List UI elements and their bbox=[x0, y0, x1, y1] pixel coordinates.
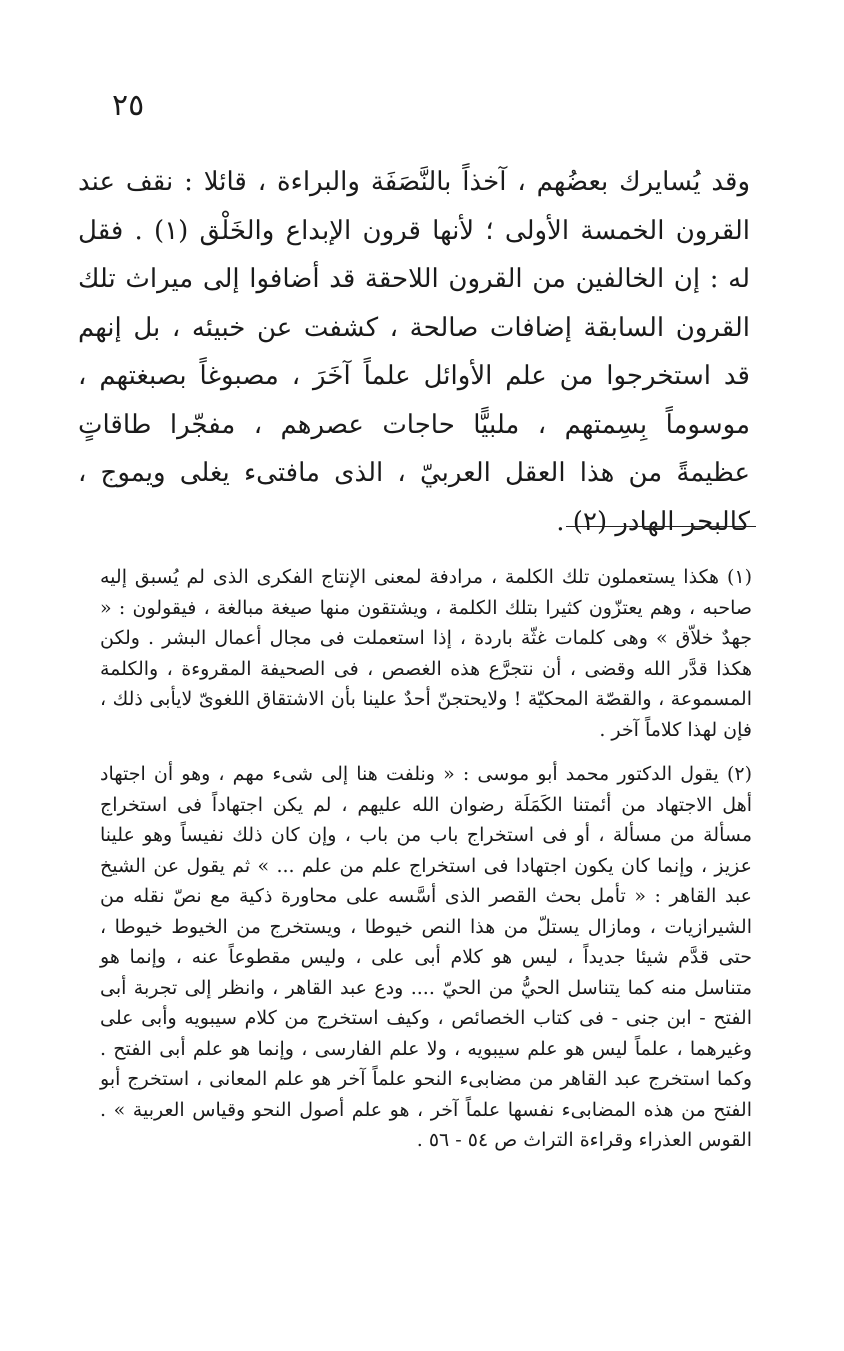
page-number: ٢٥ bbox=[112, 88, 145, 123]
main-paragraph: وقد يُسايرك بعضُهم ، آخذاً بالنَّصَفَة والبراءة ، قائلا : نقف عند القرون الخمسة الأولى ؛ لأنها قرون الإبداع والخَلْق (١) . فقل له : إن الخالفين من القرون اللاحقة قد أضافوا إلى ميراث تلك القرون السابقة إضافات صالحة ، كشفت عن خبيئه ، بل إنهم قد استخرجوا من علم الأوائل علماً آخَرَ ، مصبوغاً بصبغتهم ، موسوماً بِسِمتهم ، ملبيًّا حاجات عصرهم ، مفجّرا طاقاتٍ عظيمةً من هذا العقل العربيّ ، الذى مافتىء يغلى ويموج ، كالبحر الهادر (٢) . bbox=[78, 167, 750, 537]
main-text-block bbox=[78, 158, 750, 546]
footnote-1: (١) هكذا يستعملون تلك الكلمة ، مرادفة لمعنى الإنتاج الفكرى الذى لم يُسبق إليه صاحبه ، وهم يعتزّون كثيرا بتلك الكلمة ، ويشتقون منها صيغة مبالغة ، فيقولون : « جهدٌ خلاّق » وهى كلمات غثّة باردة ، إذا استعملت فى مجال أعمال البشر . ولكن هكذا قدَّر الله وقضى ، أن نتجرَّع هذه الغصص ، فى الصحيفة المقروءة ، والكلمة المسموعة ، والقصّة المحكيّة ! ولايحتجنّ أحدٌ علينا بأن الاشتقاق اللغوىّ لايأبى ذلك ، فإن لهذا كلاماً آخر . bbox=[100, 566, 752, 741]
footnote-2: (٢) يقول الدكتور محمد أبو موسى : « ونلفت هنا إلى شىء مهم ، وهو أن اجتهاد أهل الاجتهاد من أئمتنا الكَمَلَة رضوان الله عليهم ، لم يكن اجتهاداً فى استخراج مسألة من مسألة ، أو فى استخراج باب من باب ، وإن كان ذلك نفيساً وهو علينا عزيز ، وإنما كان يكون اجتهادا فى استخراج علم من علم ... » ثم يقول عن الشيخ عبد القاهر : « تأمل بحث القصر الذى أسَّسه على محاورة ذكية مع نصّ نقله من الشيرازيات ، ومازال يستلّ من هذا النص خيوطا ، ويستخرج من الخيوط خيوطا ، حتى قدَّم شيئا جديداً ، ليس هو كلام أبى على ، وليس مقطوعاً عنه ، وإنما هو متناسل منه كما يتناسل الحيُّ من الحيّ .... ودع عبد القاهر ، وانظر إلى تجربة أبى الفتح - ابن جنى - فى كتاب الخصائص ، وكيف استخرج من كلام سيبويه وأبى على وغيرهما ، علماً ليس هو علم سيبويه ، ولا علم الفارسى ، وإنما هو علم أبى الفتح . وكما استخرج عبد القاهر من مضابىء النحو علماً آخر هو علم المعانى ، استخرج أبو الفتح من هذه المضابىء نفسها علماً آخر ، هو علم أصول النحو وقياس العربية » . القوس العذراء وقراءة التراث ص ٥٤ - ٥٦ . bbox=[100, 763, 752, 1151]
footnote-separator bbox=[566, 526, 756, 527]
footnotes-block bbox=[100, 562, 752, 1156]
